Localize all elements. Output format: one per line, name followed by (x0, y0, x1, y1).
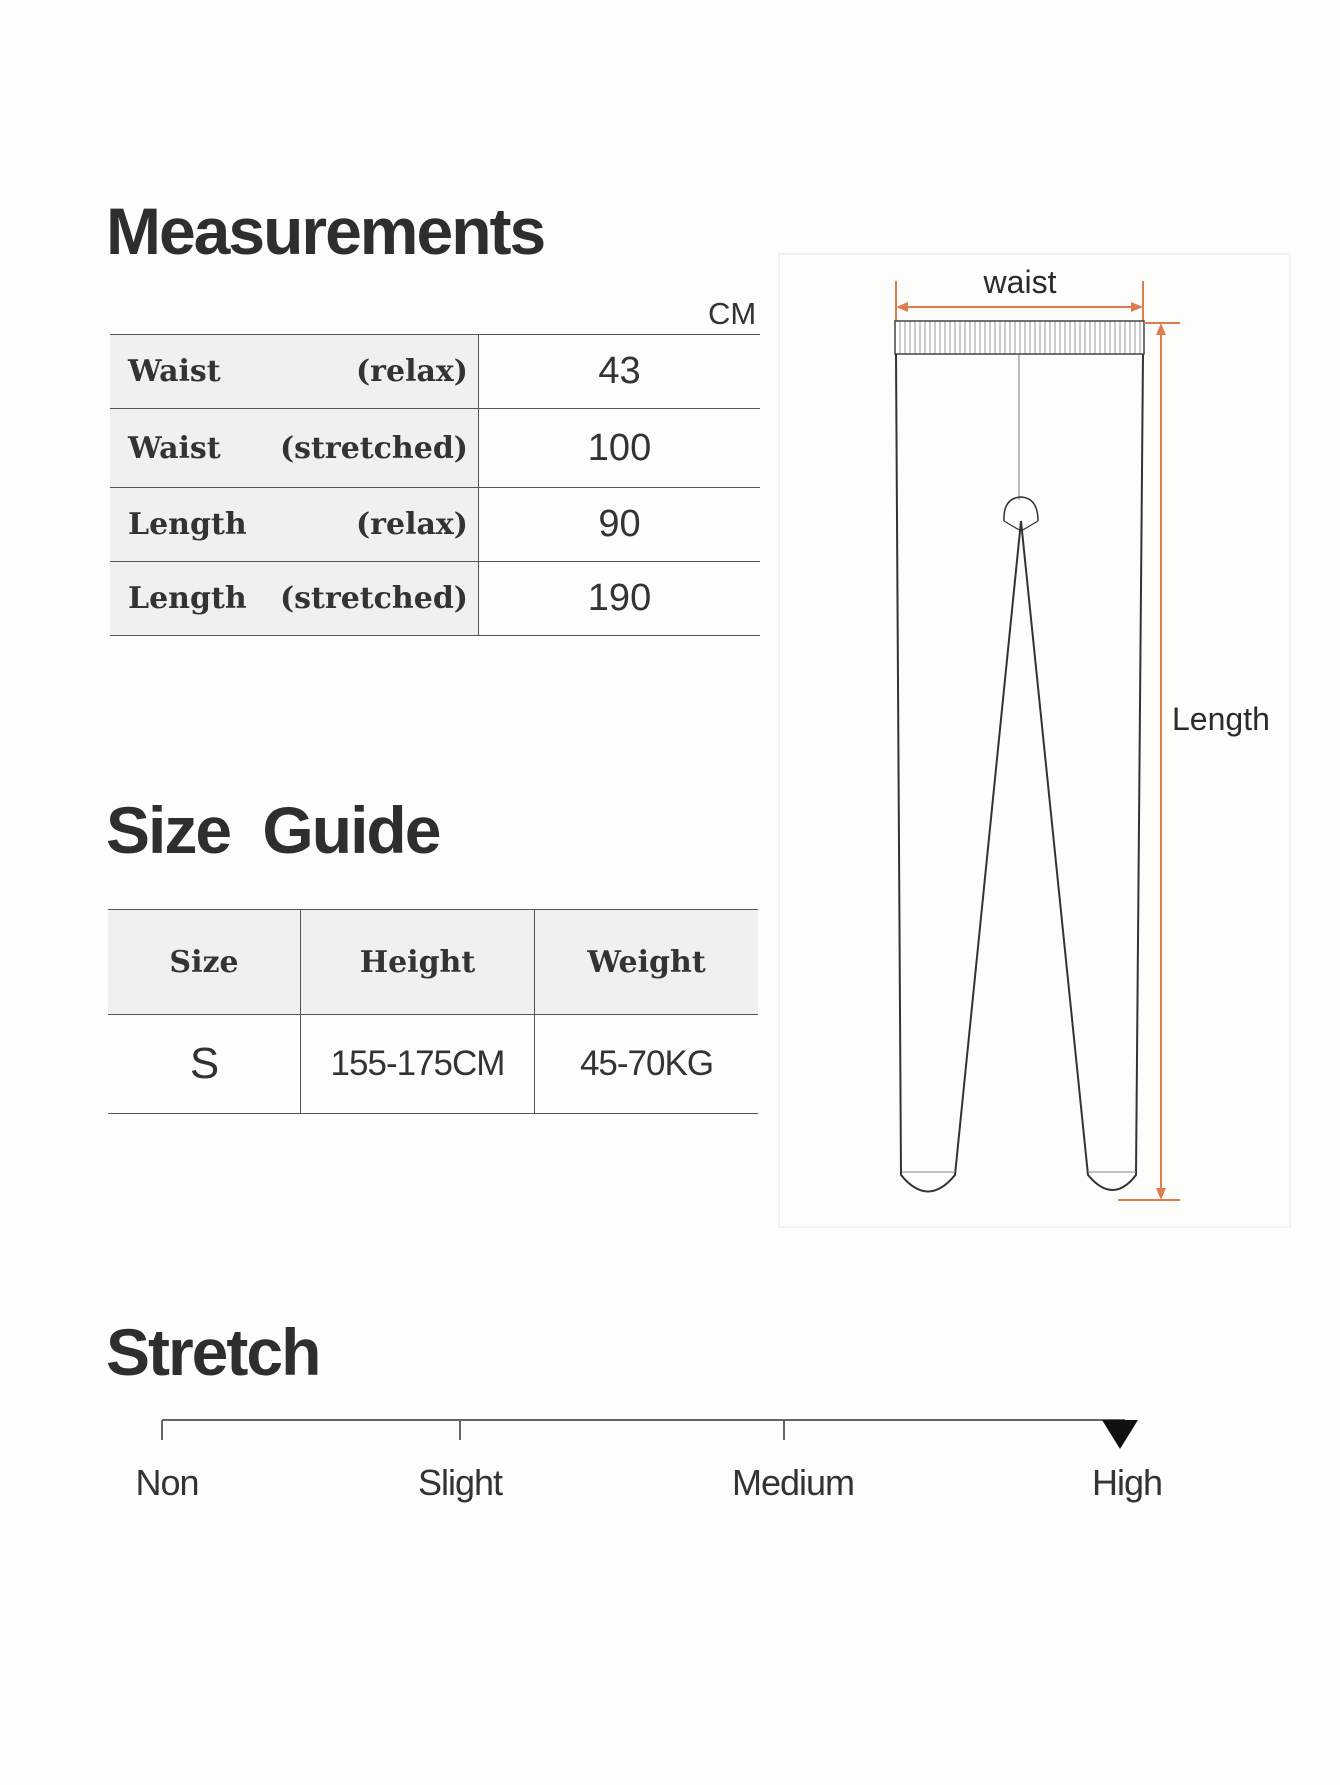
waist-label: waist (983, 264, 1057, 300)
weight-cell: 45-70KG (535, 1015, 759, 1114)
unit-label: CM (708, 296, 757, 331)
column-header-height: Height (301, 910, 535, 1015)
measure-condition: (relax) (355, 354, 468, 389)
measure-value: 90 (479, 488, 761, 562)
table-header-row (108, 910, 758, 1015)
measure-condition: (stretched) (279, 581, 468, 616)
measure-name: Waist (128, 430, 221, 466)
length-arrow (1118, 323, 1180, 1200)
stretch-level-high: High (1091, 1462, 1163, 1503)
stretch-level-slight: Slight (417, 1462, 503, 1503)
measure-name: Length (128, 507, 247, 542)
length-label: Length (1172, 701, 1270, 737)
size-cell: S (108, 1015, 301, 1114)
stretch-level-non: Non (135, 1462, 199, 1503)
measure-name: Waist (128, 354, 221, 389)
leggings-outline (896, 354, 1143, 1192)
table-row (108, 1015, 758, 1114)
size-guide-table (108, 909, 758, 1114)
height-cell: 155-175CM (301, 1015, 535, 1114)
measurements-title: Measurements (106, 194, 545, 268)
selected-level-marker (1102, 1420, 1138, 1449)
measurements-table (110, 334, 760, 636)
measure-value: 43 (479, 335, 761, 409)
measure-condition: (relax) (355, 507, 468, 542)
waistband (895, 321, 1144, 354)
diagram-frame (779, 254, 1290, 1227)
stretch-title: Stretch (106, 1315, 320, 1389)
leggings-diagram (778, 253, 1291, 1228)
measure-condition: (stretched) (279, 430, 468, 466)
table-row (110, 562, 760, 636)
measure-value: 100 (479, 409, 761, 488)
stretch-level-medium: Medium (731, 1462, 855, 1503)
measure-value: 190 (479, 562, 761, 636)
table-row (110, 488, 760, 562)
table-row (110, 409, 760, 488)
table-row (110, 335, 760, 409)
size-guide-title: Size Guide (106, 793, 440, 867)
measure-name: Length (128, 581, 247, 616)
column-header-weight: Weight (535, 910, 759, 1015)
column-header-size: Size (108, 910, 301, 1015)
